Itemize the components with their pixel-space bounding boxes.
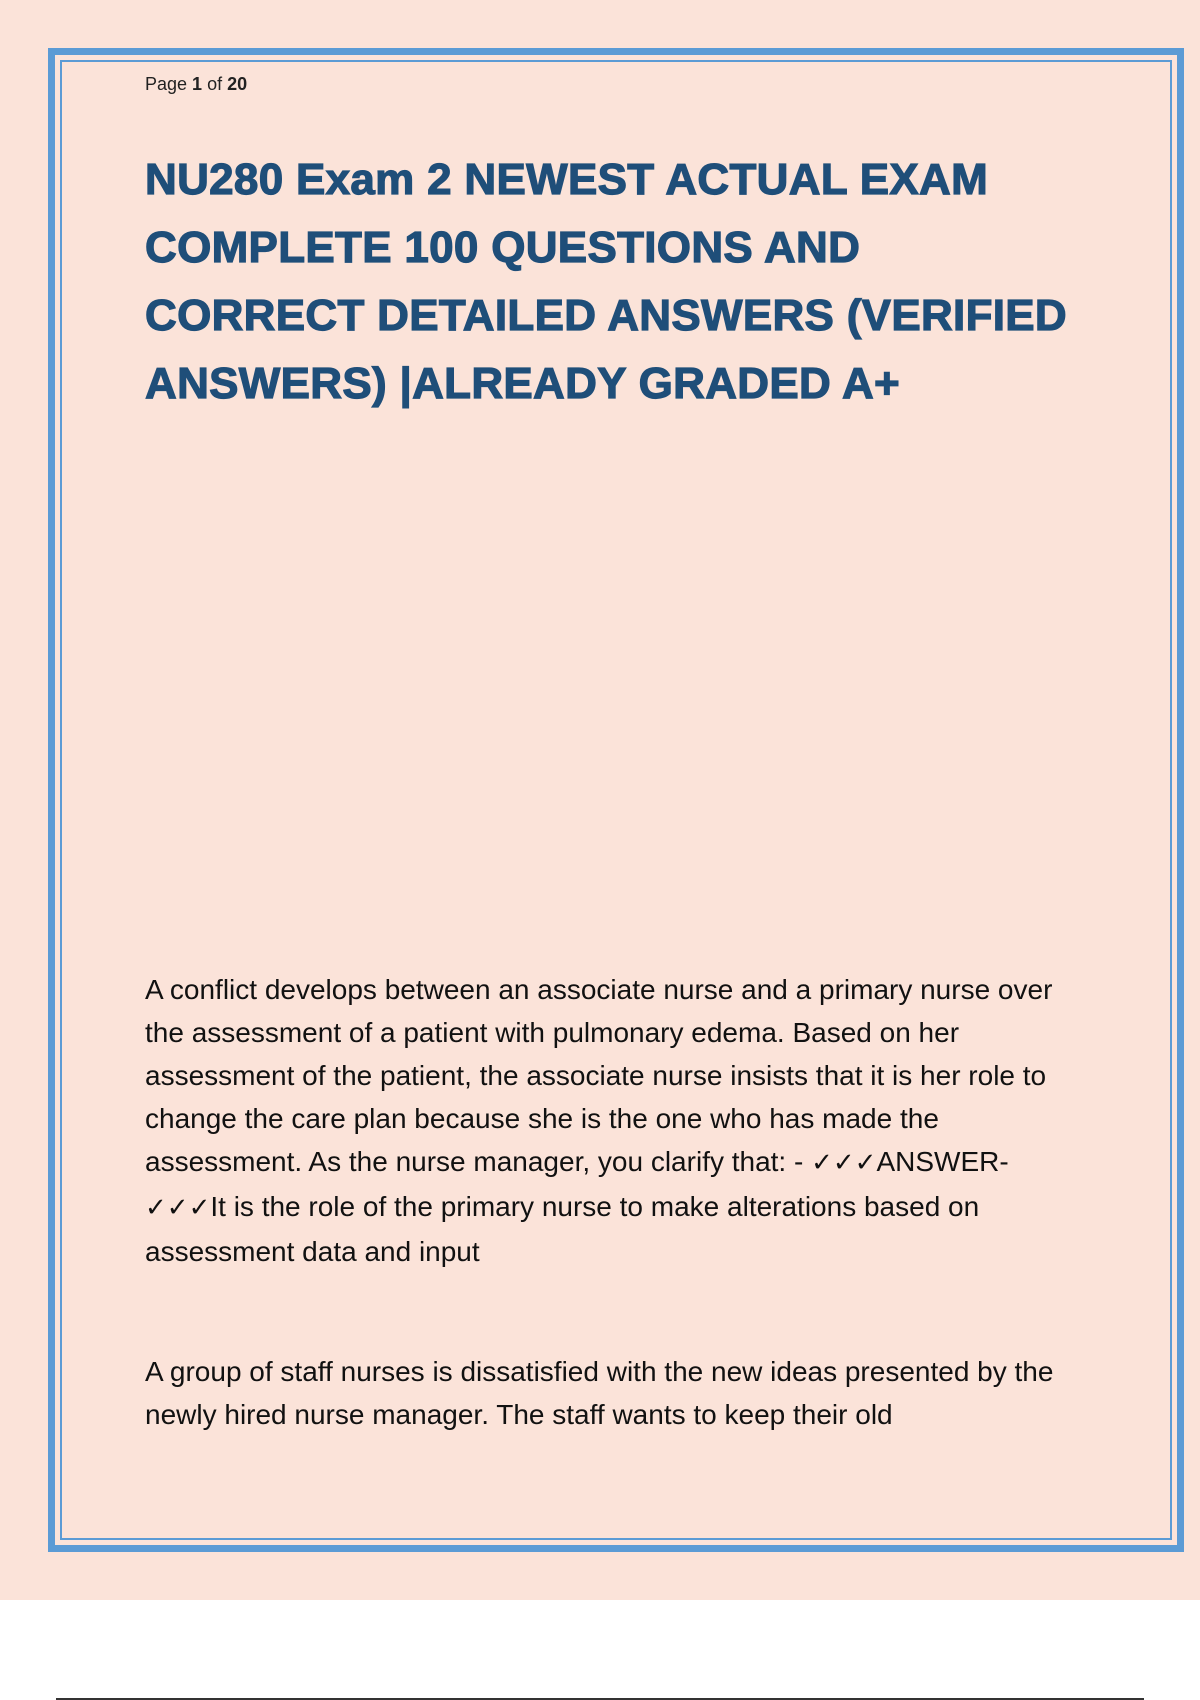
checkmarks-icon: ✓✓✓ — [811, 1148, 877, 1178]
page-number-current: 1 — [192, 74, 203, 94]
question-1 — [145, 968, 1075, 1273]
answer-label: ANSWER- — [876, 1146, 1009, 1177]
page-number-total: 20 — [227, 74, 248, 94]
document-title: NU280 Exam 2 NEWEST ACTUAL EXAM COMPLETE 100 QUESTIONS AND CORRECT DETAILED ANSWERS (VERIFIED ANSWERS) |ALREADY GRADED A+ — [145, 155, 1067, 408]
page-number-prefix: Page — [145, 74, 193, 94]
answer-1-text: It is the role of the primary nurse to make alterations based on assessment data and input — [145, 1191, 980, 1267]
page-number-separator: of — [202, 74, 228, 94]
question-1-text: A conflict develops between an associate nurse and a primary nurse over the assessment of a patient with pulmonary edema. Based on her assessment of the patient, the associate nurse insists that it is her role to change the care plan because she is the one who has made the assessment. As the nurse manager, you clarify that: - — [145, 974, 1053, 1177]
question-2 — [145, 1350, 1075, 1436]
page-number — [145, 74, 247, 95]
question-2-text: A group of staff nurses is dissatisfied with the new ideas presented by the newly hired nurse manager. The staff wants to keep their old — [145, 1356, 1054, 1430]
checkmarks-icon: ✓✓✓ — [145, 1193, 211, 1223]
